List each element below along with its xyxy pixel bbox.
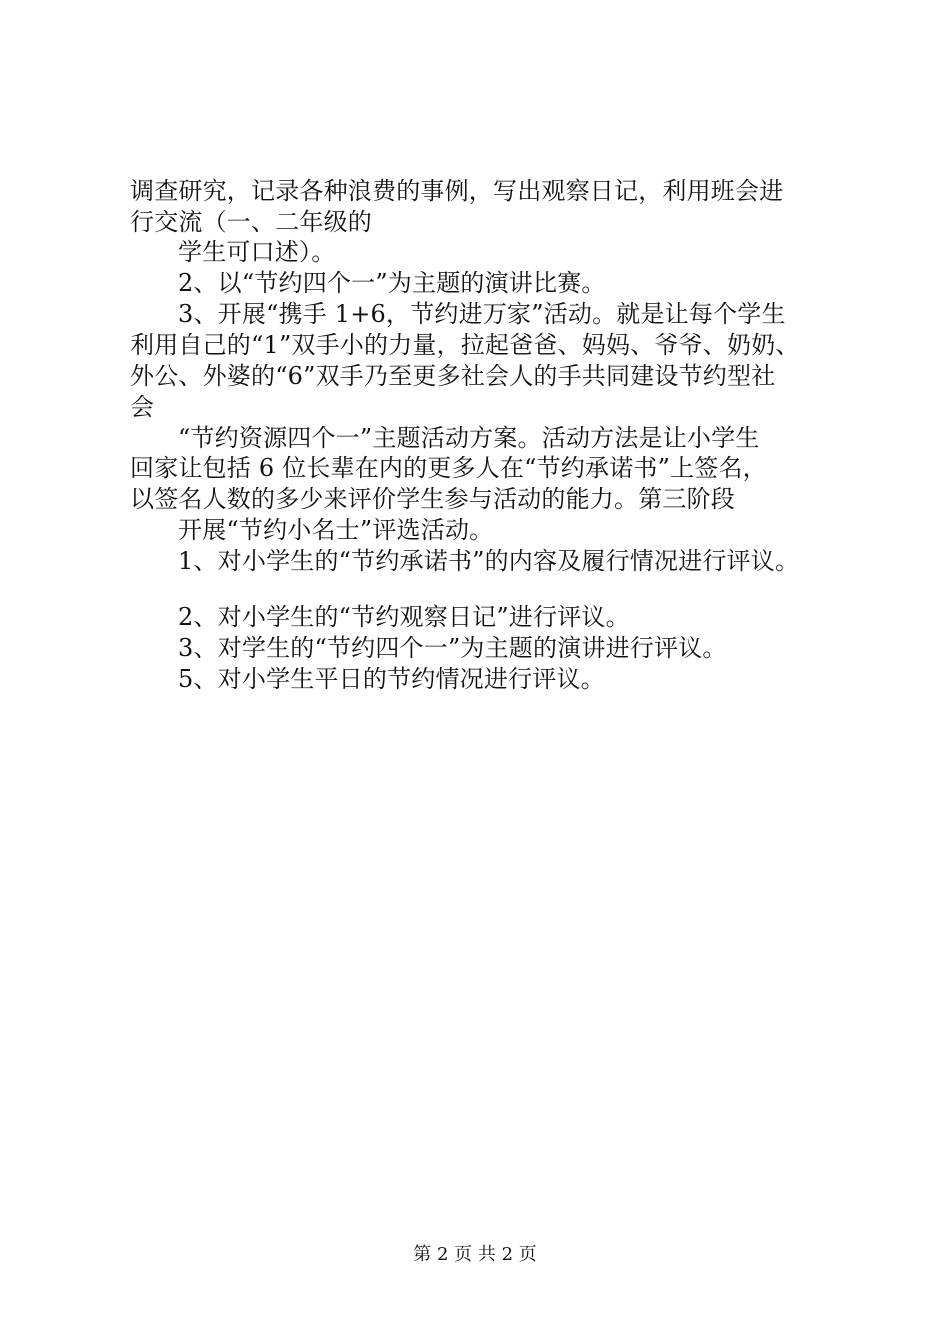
- paragraph-line: 以签名人数的多少来评价学生参与活动的能力。第三阶段: [130, 485, 735, 513]
- paragraph-line: 会: [130, 393, 155, 421]
- paragraph-line: 调查研究，记录各种浪费的事例，写出观察日记，利用班会进: [130, 177, 784, 205]
- paragraph-line: 3、开展“携手 1+6，节约进万家”活动。就是让每个学生: [178, 300, 786, 328]
- paragraph-line: 行交流（一、二年级的: [130, 208, 372, 236]
- paragraph-line: 5、对小学生平日的节约情况进行评议。: [178, 665, 605, 693]
- paragraph-line: 2、以“节约四个一”为主题的演讲比赛。: [178, 269, 606, 297]
- paragraph-line: 学生可口述）。: [178, 238, 336, 266]
- paragraph-line: 1、对小学生的“节约承诺书”的内容及履行情况进行评议。: [178, 547, 800, 575]
- paragraph-line: “节约资源四个一”主题活动方案。活动方法是让小学生: [178, 424, 760, 452]
- paragraph-line: 回家让包括 6 位长辈在内的更多人在“节约承诺书”上签名，: [130, 454, 767, 482]
- paragraph-line: 利用自己的“1”双手小的力量，拉起爸爸、妈妈、爷爷、奶奶、: [130, 331, 800, 359]
- page-number-footer: 第 2 页 共 2 页: [413, 1244, 537, 1265]
- paragraph-line: 外公、外婆的“6”双手乃至更多社会人的手共同建设节约型社: [130, 362, 776, 390]
- paragraph-line: 3、对学生的“节约四个一”为主题的演讲进行评议。: [178, 634, 727, 662]
- paragraph-line: 2、对小学生的“节约观察日记”进行评议。: [178, 603, 630, 631]
- paragraph-line: 开展“节约小名士”评选活动。: [178, 516, 494, 544]
